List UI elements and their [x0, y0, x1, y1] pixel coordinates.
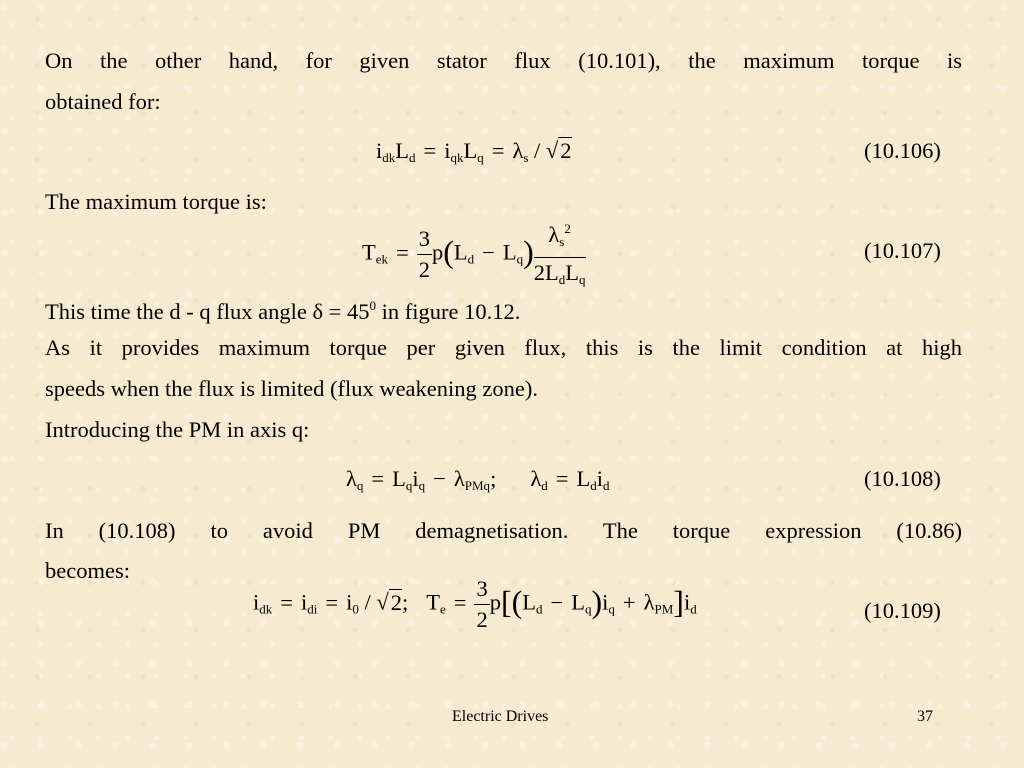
equation-number-10-109: (10.109) [864, 598, 941, 623]
paragraph-limit-condition-cont: speeds when the flux is limited (flux weakening zone). [45, 376, 538, 401]
equation-number-10-107: (10.107) [864, 238, 941, 263]
equation-number-10-106: (10.106) [864, 138, 941, 163]
paragraph-max-torque-intro-cont: obtained for: [45, 89, 161, 114]
paragraph-pm-demagnetisation-cont: becomes: [45, 558, 130, 583]
paragraph-limit-condition: As it provides maximum torque per given flux, this is the limit condition at high [45, 335, 962, 360]
equation-10-108: $\lambda_q = L_qi_q - \lambda_{PMq}$; $\lambda_d = L_di_d$ [346, 466, 610, 493]
paragraph-flux-angle [45, 285, 962, 332]
paragraph-max-torque-intro: On the other hand, for given stator flux (10.101), the maximum torque is [45, 48, 962, 73]
page-number: 37 [917, 708, 933, 725]
equation-number-10-108: (10.108) [864, 466, 941, 491]
flux-angle-text: This time the d - q flux angle δ = 45 [45, 299, 370, 324]
degree-superscript: 0 [369, 298, 376, 313]
equation-10-106: $i_{dk}L_d = i_{qk}L_q = \lambda_s / √2$ [376, 138, 572, 165]
paragraph-pm-demagnetisation: In (10.108) to avoid PM demagnetisation. The torque expression (10.86) [45, 518, 962, 543]
paragraph-pm-intro: Introducing the PM in axis q: [45, 417, 310, 442]
footer-course-title: Electric Drives [452, 708, 549, 725]
figure-reference-text: in figure 10.12. [375, 299, 521, 324]
equation-10-109: $i_{dk} = i_{di} = i_0 / √2$; $T_e$ = $\frac{3}{2}$ $p[(L_d - L_q)i_q + \lambda_{PM}]i_d$ [253, 576, 697, 632]
equation-10-107: $T_{ek}$ = $\frac{3}{2}$ $p(L_d - L_q)$ $\frac{\lambda_s^2}{2L_dL_q}$ [362, 214, 586, 295]
paragraph-max-torque: The maximum torque is: [45, 189, 267, 214]
